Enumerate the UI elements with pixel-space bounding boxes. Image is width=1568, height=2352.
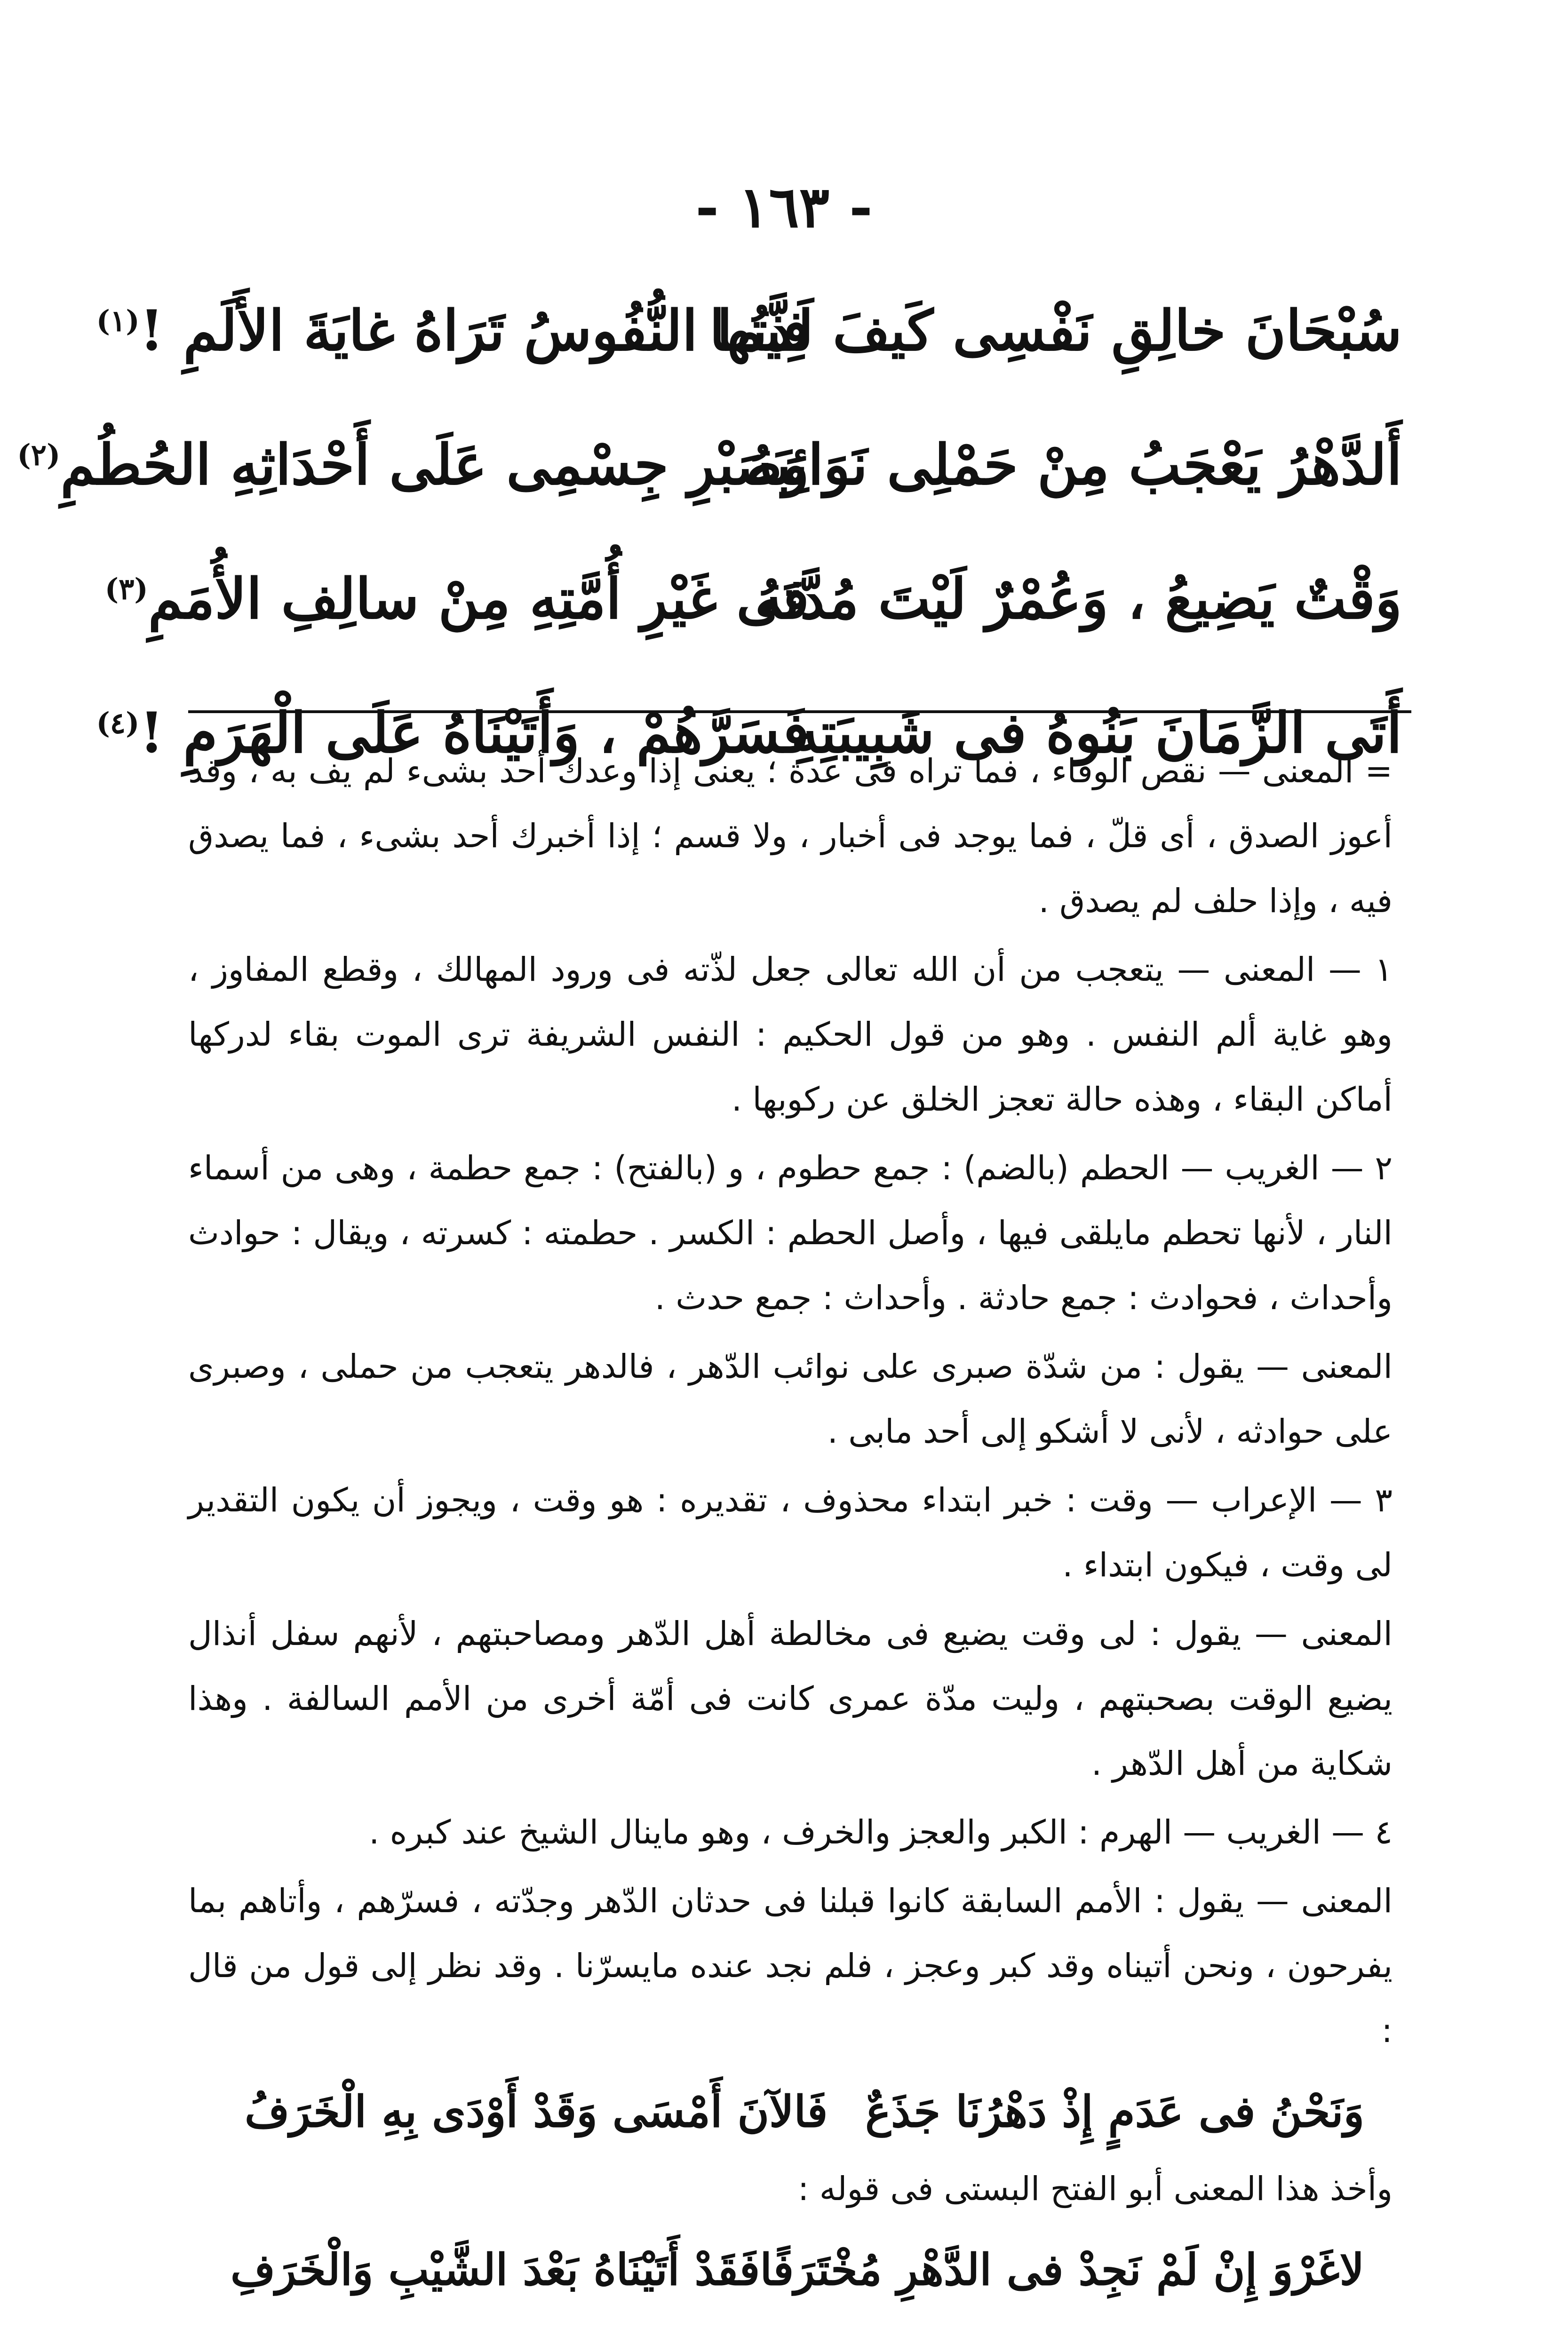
verse-second-text: وَصَبْرِ جِسْمِى عَلَى أَحْدَاثِهِ الحُطُمِ <box>60 431 809 497</box>
verse-second-hemistich <box>17 431 809 497</box>
commentary-paragraph: المعنى — يقول : من شدّة صبرى على نوائب الدّهر ، فالدهر يتعجب من حملى ، وصبرى على حوادثه ، لأنى لا أشكو إلى أحد مابى . <box>188 1347 1393 1451</box>
verse-first-hemistich: وَقْتٌ يَضِيعُ ، وَعُمْرٌ لَيْتَ مُدَّتَهُ <box>755 565 1402 631</box>
footnote-marker: (٢) <box>17 437 61 472</box>
quoted-verse <box>188 2067 1393 2156</box>
commentary-notes <box>188 739 1393 2314</box>
quoted-verse-second: فَقَدْ أَتَيْنَاهُ بَعْدَ الشَّيْبِ وَالْخَرَفِ <box>230 2244 760 2295</box>
verse-second-text: فى غَيْرِ أُمَّتِهِ مِنْ سالِفِ الأُمَمِ <box>148 565 809 631</box>
verse-first-hemistich: سُبْحَانَ خالِقِ نَفْسِى كَيفَ لَذَّتُها <box>709 297 1402 363</box>
verse-row <box>104 532 1402 666</box>
verse-row <box>17 397 1402 532</box>
commentary-paragraph: = المعنى — نقص الوفاء ، فما تراه فى عدة ؛ يعنى إذا وعدك أحد بشىء لم يف به ، وقد أعوز الصدق ، أى قلّ ، فما يوجد فى أخبار ، ولا قسم ؛ إذا أخبرك أحد بشىء ، فما يصدق فيه ، وإذا حلف لم يصدق . <box>188 752 1393 920</box>
poem-verses <box>17 263 1402 800</box>
commentary-paragraph: المعنى — يقول : الأمم السابقة كانوا قبلنا فى حدثان الدّهر وجدّته ، فسرّهم ، وأتاهم بما يفرحون ، ونحن أتيناه وقد كبر وعجز ، فلم نجد عنده مايسرّنا . وقد نظر إلى قول من قال : <box>188 1882 1393 2050</box>
verse-row <box>96 263 1402 397</box>
commentary-paragraph: ٤ — الغريب — الهرم : الكبر والعجز والخرف ، وهو ماينال الشيخ عند كبره . <box>369 1813 1393 1851</box>
commentary-paragraph: ١ — المعنى — يتعجب من أن الله تعالى جعل لذّته فى ورود المهالك ، وقطع المفاوز ، وهو غاية ألم النفس . وهو من قول الحكيم : النفس الشريفة ترى الموت بقاء لدركها أماكن البقاء ، وهذه حالة تعجز الخلق عن ركوبها . <box>188 950 1393 1119</box>
footnote-marker: (٣) <box>104 572 148 606</box>
verse-first-hemistich: أَلدَّهْرُ يَعْجَبُ مِنْ حَمْلِى نَوَائِبَهُ <box>746 431 1402 497</box>
quoted-verse-first: لاغَرْوَ إِنْ لَمْ نَجِدْ فى الدَّهْرِ مُخْتَرَفًا <box>760 2244 1364 2295</box>
commentary-paragraph: ٢ — الغريب — الحطم (بالضم) : جمع حطوم ، و (بالفتح) : جمع حطمة ، وهى من أسماء النار ، لأنها تحطم مايلقى فيها ، وأصل الحطم : الكسر . حطمته : كسرته ، ويقال : حوادث وأحداث ، فحوادث : جمع حادثة . وأحداث : جمع حدث . <box>188 1149 1393 1317</box>
quote-intro: وأخذ هذا المعنى أبو الفتح البستى فى قوله : <box>797 2169 1393 2208</box>
commentary-paragraph: ٣ — الإعراب — وقت : خبر ابتداء محذوف ، تقديره : هو وقت ، ويجوز أن يكون التقدير لى وقت ، فيكون ابتداء . <box>188 1481 1393 1584</box>
commentary-paragraph: المعنى — يقول : لى وقت يضيع فى مخالطة أهل الدّهر ومصاحبتهم ، لأنهم سفل أنذال يضيع الوقت بصحبتهم ، وليت مدّة عمرى كانت فى أمّة أخرى من الأمم السالفة . وهذا شكاية من أهل الدّهر . <box>188 1614 1393 1783</box>
footnote-marker: (٤) <box>96 706 140 740</box>
verse-first-hemistich: أَتَى الزَّمَانَ بَنُوهُ فى شَبِيبَتِهِ <box>791 699 1402 765</box>
quoted-verse-second: فَالآنَ أَمْسَى وَقَدْ أَوْدَى بِهِ الْخَرَفُ <box>245 2086 828 2137</box>
verse-second-hemistich <box>96 297 809 363</box>
quoted-verse-first: وَنَحْنُ فى عَدَمٍ إِذْ دَهْرُنَا جَذَعٌ <box>865 2086 1364 2137</box>
verse-second-text: فِيما النُّفُوسُ تَرَاهُ غايَةَ الأَلَمِ ! <box>139 297 809 363</box>
page-number: - ١٦٣ - <box>695 174 873 240</box>
footnote-marker: (١) <box>96 303 140 338</box>
verse-second-text: فَسَرَّهُمْ ، وَأَتَيْنَاهُ عَلَى الْهَرَمِ ! <box>139 699 809 765</box>
verse-second-hemistich <box>104 565 809 631</box>
footnote-divider <box>188 710 1411 713</box>
quoted-verse <box>188 2225 1393 2314</box>
